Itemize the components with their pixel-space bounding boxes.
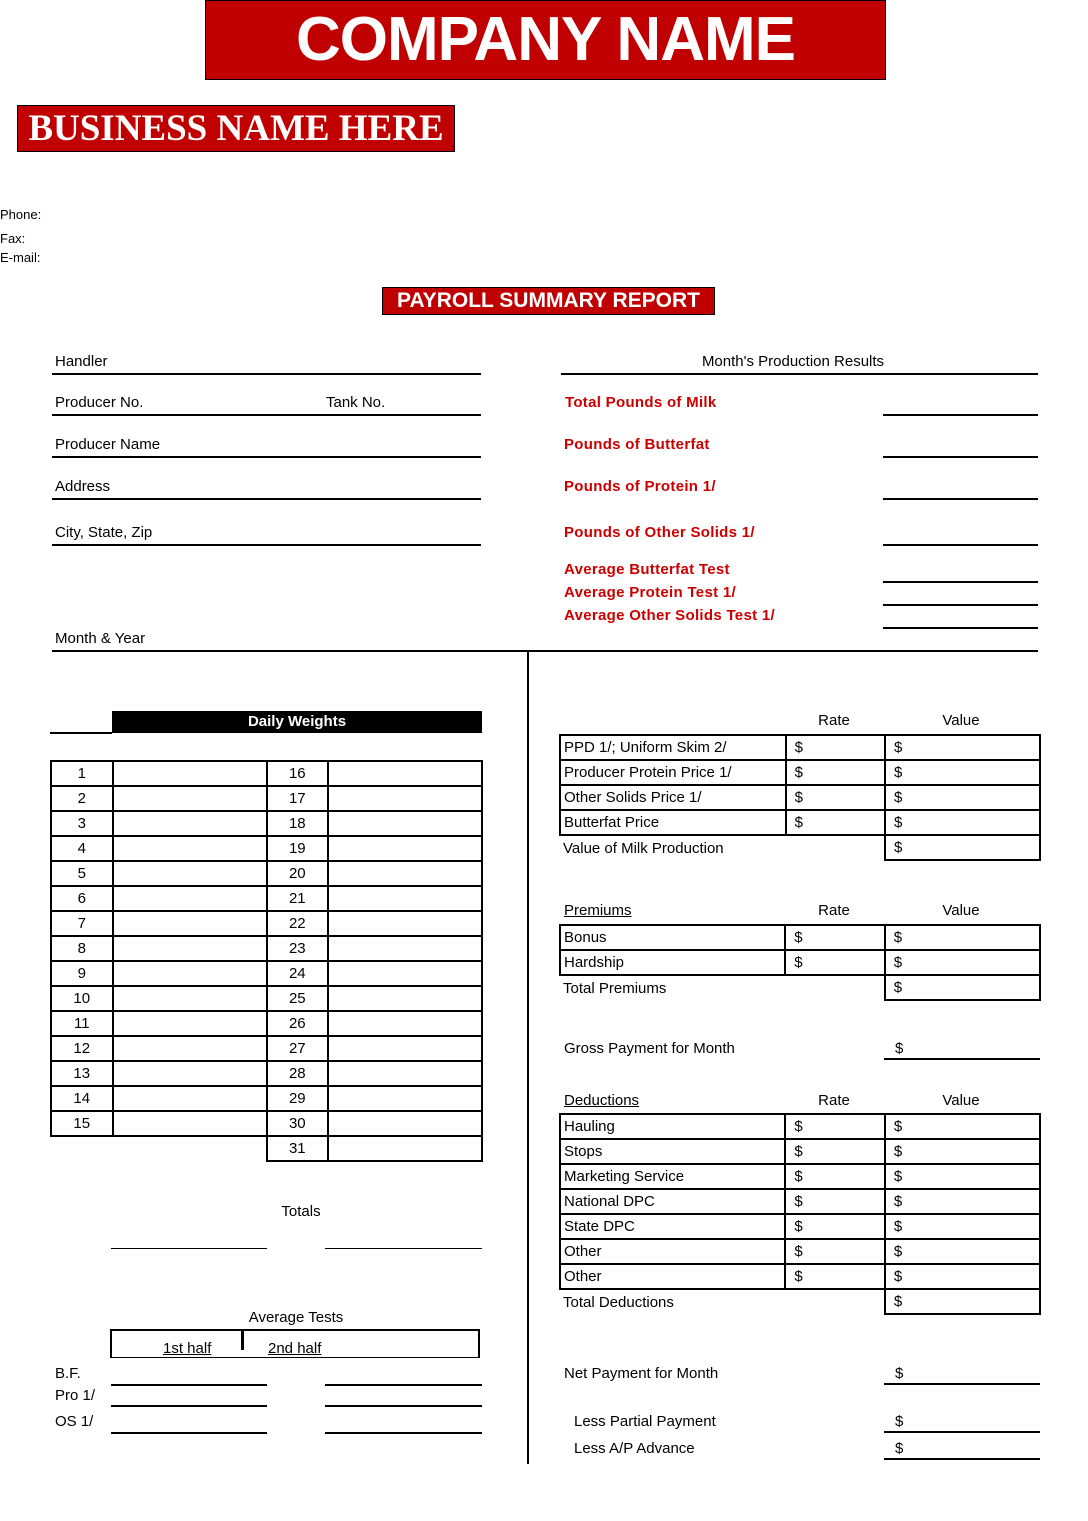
second-half-header: 2nd half xyxy=(268,1340,322,1357)
totals-line-first[interactable] xyxy=(111,1248,267,1249)
day-number: 25 xyxy=(267,986,328,1011)
hardship-label: Hardship xyxy=(560,950,785,975)
table-row xyxy=(51,836,267,861)
address-line[interactable] xyxy=(52,498,481,500)
day-weight-cell[interactable] xyxy=(328,1086,482,1111)
table-row xyxy=(51,911,267,936)
table-row xyxy=(560,735,1040,760)
bf-second-line[interactable] xyxy=(325,1384,482,1386)
deduction-rate-cell[interactable]: $ xyxy=(785,1239,884,1264)
table-row xyxy=(560,1114,1040,1139)
deduction-value-cell[interactable]: $ xyxy=(885,1114,1040,1139)
table-row xyxy=(560,1189,1040,1214)
gross-payment-line[interactable] xyxy=(884,1058,1040,1060)
less-ap-advance-currency: $ xyxy=(895,1440,904,1457)
hardship-rate-cell[interactable]: $ xyxy=(785,950,885,975)
table-row xyxy=(51,811,267,836)
producer-no-label: Producer No. xyxy=(55,394,144,411)
value-of-milk-label: Value of Milk Production xyxy=(563,839,724,857)
hardship-value-cell[interactable]: $ xyxy=(885,950,1040,975)
premiums-header: Premiums xyxy=(564,902,632,919)
rate-header-deductions: Rate xyxy=(818,1092,850,1109)
day-weight-cell[interactable] xyxy=(328,986,482,1011)
day-number: 26 xyxy=(267,1011,328,1036)
first-half-header: 1st half xyxy=(163,1340,212,1357)
deduction-rate-cell[interactable]: $ xyxy=(785,1214,884,1239)
production-title-line xyxy=(561,373,1038,375)
net-payment-label: Net Payment for Month xyxy=(564,1365,719,1382)
day-weight-cell[interactable] xyxy=(113,1061,267,1086)
day-weight-cell[interactable] xyxy=(328,936,482,961)
premiums-table xyxy=(559,924,1041,1001)
day-weight-cell[interactable] xyxy=(328,911,482,936)
daily-weights-header: Daily Weights xyxy=(112,711,482,733)
table-row xyxy=(560,1164,1040,1189)
day-number: 19 xyxy=(267,836,328,861)
day-number: 9 xyxy=(51,961,113,986)
avg-other-solids-test-line[interactable] xyxy=(883,627,1038,629)
bonus-rate-cell[interactable]: $ xyxy=(785,925,885,950)
deduction-rate-cell[interactable]: $ xyxy=(785,1264,884,1289)
daily-weights-table-left xyxy=(50,760,268,1137)
other-solids-price-rate-cell[interactable]: $ xyxy=(786,785,885,810)
day-number: 20 xyxy=(267,861,328,886)
avg-protein-test-label: Average Protein Test 1/ xyxy=(564,584,736,601)
value-header-deductions: Value xyxy=(942,1092,980,1109)
table-row xyxy=(560,1139,1040,1164)
table-row xyxy=(267,811,482,836)
table-row xyxy=(267,961,482,986)
table-row xyxy=(51,936,267,961)
table-row xyxy=(51,886,267,911)
pounds-other-solids-label: Pounds of Other Solids 1/ xyxy=(564,524,755,541)
deductions-table xyxy=(559,1113,1041,1315)
day-number: 17 xyxy=(267,786,328,811)
os-label: OS 1/ xyxy=(55,1413,94,1430)
table-row xyxy=(51,861,267,886)
net-payment-currency: $ xyxy=(895,1365,904,1382)
less-partial-payment-currency: $ xyxy=(895,1413,904,1430)
table-row xyxy=(267,761,482,786)
day-weight-cell[interactable] xyxy=(328,1011,482,1036)
table-row xyxy=(267,911,482,936)
day-number: 2 xyxy=(51,786,113,811)
day-number: 8 xyxy=(51,936,113,961)
day-number: 10 xyxy=(51,986,113,1011)
day-number: 21 xyxy=(267,886,328,911)
ppd-label: PPD 1/; Uniform Skim 2/ xyxy=(560,735,786,760)
deduction-rate-cell[interactable]: $ xyxy=(785,1139,884,1164)
day-number: 3 xyxy=(51,811,113,836)
day-number: 13 xyxy=(51,1061,113,1086)
day-weight-cell[interactable] xyxy=(113,961,267,986)
day-number: 23 xyxy=(267,936,328,961)
address-label: Address xyxy=(55,478,111,495)
business-name-banner: BUSINESS NAME HERE xyxy=(17,105,455,152)
day-weight-cell[interactable] xyxy=(328,786,482,811)
deduction-value-cell[interactable]: $ xyxy=(885,1239,1040,1264)
day-weight-cell[interactable] xyxy=(328,761,482,786)
pounds-other-solids-line[interactable] xyxy=(883,544,1038,546)
pro-label: Pro 1/ xyxy=(55,1387,96,1404)
day-number: 18 xyxy=(267,811,328,836)
day-weight-cell[interactable] xyxy=(113,1086,267,1111)
day-number: 28 xyxy=(267,1061,328,1086)
deduction-label: National DPC xyxy=(560,1189,785,1214)
total-pounds-milk-line[interactable] xyxy=(883,414,1038,416)
company-name-banner: COMPANY NAME HERE xyxy=(205,0,886,80)
deduction-label: Stops xyxy=(560,1139,785,1164)
table-row xyxy=(560,1239,1040,1264)
day-number: 24 xyxy=(267,961,328,986)
total-premiums-label: Total Premiums xyxy=(563,979,667,997)
other-solids-price-value-cell[interactable]: $ xyxy=(885,785,1040,810)
pro-first-line[interactable] xyxy=(111,1405,267,1407)
less-ap-advance-line[interactable] xyxy=(884,1458,1040,1460)
table-row xyxy=(51,761,267,786)
day-weight-cell[interactable] xyxy=(113,811,267,836)
table-row xyxy=(267,1011,482,1036)
protein-price-label: Producer Protein Price 1/ xyxy=(560,760,786,785)
bf-label: B.F. xyxy=(55,1365,81,1382)
deduction-value-cell[interactable]: $ xyxy=(885,1189,1040,1214)
pro-second-line[interactable] xyxy=(325,1405,482,1407)
day-number: 7 xyxy=(51,911,113,936)
day-weight-cell[interactable] xyxy=(328,836,482,861)
deduction-rate-cell[interactable]: $ xyxy=(785,1189,884,1214)
table-row xyxy=(51,1036,267,1061)
day-number: 22 xyxy=(267,911,328,936)
deduction-label: Hauling xyxy=(560,1114,785,1139)
milk-pricing-table xyxy=(559,734,1041,861)
table-row xyxy=(267,836,482,861)
protein-price-rate-cell[interactable]: $ xyxy=(786,760,885,785)
table-row xyxy=(560,1289,1040,1314)
table-row xyxy=(267,1086,482,1111)
less-ap-advance-label: Less A/P Advance xyxy=(574,1440,695,1457)
day-number: 11 xyxy=(51,1011,113,1036)
avg-butterfat-test-label: Average Butterfat Test xyxy=(564,561,730,578)
day-weight-cell[interactable] xyxy=(113,936,267,961)
table-row xyxy=(51,1086,267,1111)
totals-label: Totals xyxy=(281,1203,321,1220)
day-weight-cell[interactable] xyxy=(113,836,267,861)
table-row xyxy=(267,1036,482,1061)
deduction-label: Other xyxy=(560,1264,785,1289)
value-of-milk-cell[interactable]: $ xyxy=(885,835,1040,860)
day-weight-cell[interactable] xyxy=(328,1061,482,1086)
table-row xyxy=(267,1061,482,1086)
pounds-protein-line[interactable] xyxy=(883,498,1038,500)
day-weight-cell[interactable] xyxy=(113,1011,267,1036)
day-number: 30 xyxy=(267,1111,328,1136)
email-label: E-mail: xyxy=(0,250,41,265)
table-row xyxy=(267,886,482,911)
month-year-label: Month & Year xyxy=(55,630,146,647)
protein-price-value-cell[interactable]: $ xyxy=(885,760,1040,785)
day-number: 4 xyxy=(51,836,113,861)
handler-line[interactable] xyxy=(52,373,481,375)
day-weight-cell[interactable] xyxy=(328,961,482,986)
producer-name-label: Producer Name xyxy=(55,436,161,453)
ppd-rate-cell[interactable]: $ xyxy=(786,735,885,760)
day-number: 27 xyxy=(267,1036,328,1061)
table-row xyxy=(560,785,1040,810)
table-row xyxy=(560,760,1040,785)
avg-butterfat-test-line[interactable] xyxy=(883,581,1038,583)
table-row xyxy=(267,1111,482,1136)
table-row xyxy=(560,1264,1040,1289)
table-row xyxy=(51,961,267,986)
average-tests-title: Average Tests xyxy=(248,1309,344,1326)
avg-other-solids-test-label: Average Other Solids Test 1/ xyxy=(564,607,775,624)
bf-first-line[interactable] xyxy=(111,1384,267,1386)
day-number: 14 xyxy=(51,1086,113,1111)
day-weight-cell[interactable] xyxy=(113,986,267,1011)
table-row xyxy=(267,861,482,886)
os-first-line[interactable] xyxy=(111,1432,267,1434)
rate-header-milk: Rate xyxy=(818,712,850,729)
pounds-butterfat-label: Pounds of Butterfat xyxy=(564,436,710,453)
table-row xyxy=(560,925,1040,950)
less-partial-payment-label: Less Partial Payment xyxy=(574,1413,716,1430)
os-second-line[interactable] xyxy=(325,1432,482,1434)
deduction-rate-cell[interactable]: $ xyxy=(785,1164,884,1189)
butterfat-price-label: Butterfat Price xyxy=(560,810,786,835)
pounds-protein-label: Pounds of Protein 1/ xyxy=(564,478,716,495)
deduction-label: Other xyxy=(560,1239,785,1264)
pounds-butterfat-line[interactable] xyxy=(883,456,1038,458)
value-header-premiums: Value xyxy=(942,902,980,919)
bonus-label: Bonus xyxy=(560,925,785,950)
producer-name-line[interactable] xyxy=(52,456,481,458)
day-weight-cell[interactable] xyxy=(113,886,267,911)
deduction-value-cell[interactable]: $ xyxy=(885,1264,1040,1289)
day-number: 16 xyxy=(267,761,328,786)
table-row xyxy=(51,786,267,811)
daily-weights-underline xyxy=(50,732,112,734)
bonus-value-cell[interactable]: $ xyxy=(885,925,1040,950)
day-weight-cell[interactable] xyxy=(328,886,482,911)
table-row xyxy=(560,810,1040,835)
value-header-milk: Value xyxy=(942,712,980,729)
deduction-value-cell[interactable]: $ xyxy=(885,1164,1040,1189)
table-row xyxy=(560,835,1040,860)
fax-label: Fax: xyxy=(0,231,26,246)
table-row xyxy=(560,975,1040,1000)
production-title: Month's Production Results xyxy=(701,353,885,370)
table-row xyxy=(267,786,482,811)
deduction-value-cell[interactable]: $ xyxy=(885,1214,1040,1239)
total-deductions-label: Total Deductions xyxy=(563,1293,674,1311)
less-partial-payment-line[interactable] xyxy=(884,1431,1040,1433)
totals-line-second[interactable] xyxy=(325,1248,482,1249)
rate-header-premiums: Rate xyxy=(818,902,850,919)
deduction-rate-cell[interactable]: $ xyxy=(785,1114,884,1139)
tank-no-label: Tank No. xyxy=(326,394,386,411)
day-weight-cell[interactable] xyxy=(113,1036,267,1061)
city-state-zip-label: City, State, Zip xyxy=(55,524,153,541)
day-weight-cell[interactable] xyxy=(113,911,267,936)
report-title: PAYROLL SUMMARY REPORT xyxy=(382,287,715,315)
phone-label: Phone: xyxy=(0,207,42,222)
deduction-value-cell[interactable]: $ xyxy=(885,1139,1040,1164)
total-premiums-cell[interactable]: $ xyxy=(885,975,1040,1000)
day-weight-cell[interactable] xyxy=(113,786,267,811)
average-tests-divider xyxy=(241,1330,244,1350)
day-number: 1 xyxy=(51,761,113,786)
day-number: 5 xyxy=(51,861,113,886)
column-divider-line xyxy=(527,651,529,1464)
day-number: 31 xyxy=(267,1136,328,1161)
total-deductions-cell[interactable]: $ xyxy=(885,1289,1040,1314)
producer-no-line[interactable] xyxy=(52,414,481,416)
table-row xyxy=(267,986,482,1011)
table-row xyxy=(51,1111,267,1136)
section-divider-line xyxy=(52,650,1038,652)
day-weight-cell[interactable] xyxy=(328,861,482,886)
day-weight-cell[interactable] xyxy=(328,1036,482,1061)
table-row xyxy=(51,986,267,1011)
total-pounds-milk-label: Total Pounds of Milk xyxy=(565,394,717,411)
butterfat-price-value-cell[interactable]: $ xyxy=(885,810,1040,835)
table-row xyxy=(267,1136,482,1161)
avg-protein-test-line[interactable] xyxy=(883,604,1038,606)
table-row xyxy=(51,1061,267,1086)
handler-label: Handler xyxy=(55,353,108,370)
deduction-label: State DPC xyxy=(560,1214,785,1239)
day-number: 15 xyxy=(51,1111,113,1136)
deductions-header: Deductions xyxy=(564,1092,640,1109)
deduction-label: Marketing Service xyxy=(560,1164,785,1189)
gross-payment-label: Gross Payment for Month xyxy=(564,1040,735,1057)
table-row xyxy=(267,936,482,961)
gross-payment-currency: $ xyxy=(895,1040,904,1057)
ppd-value-cell[interactable]: $ xyxy=(885,735,1040,760)
day-weight-cell[interactable] xyxy=(328,811,482,836)
day-weight-cell[interactable] xyxy=(328,1136,482,1161)
day-weight-cell[interactable] xyxy=(328,1111,482,1136)
day-number: 12 xyxy=(51,1036,113,1061)
other-solids-price-label: Other Solids Price 1/ xyxy=(560,785,786,810)
table-row xyxy=(51,1011,267,1036)
day-number: 6 xyxy=(51,886,113,911)
day-number: 29 xyxy=(267,1086,328,1111)
table-row xyxy=(560,950,1040,975)
net-payment-line[interactable] xyxy=(884,1383,1040,1385)
day-weight-cell[interactable] xyxy=(113,1111,267,1136)
butterfat-price-rate-cell[interactable]: $ xyxy=(786,810,885,835)
city-state-zip-line[interactable] xyxy=(52,544,481,546)
daily-weights-table-right xyxy=(266,760,483,1162)
table-row xyxy=(560,1214,1040,1239)
day-weight-cell[interactable] xyxy=(113,861,267,886)
day-weight-cell[interactable] xyxy=(113,761,267,786)
